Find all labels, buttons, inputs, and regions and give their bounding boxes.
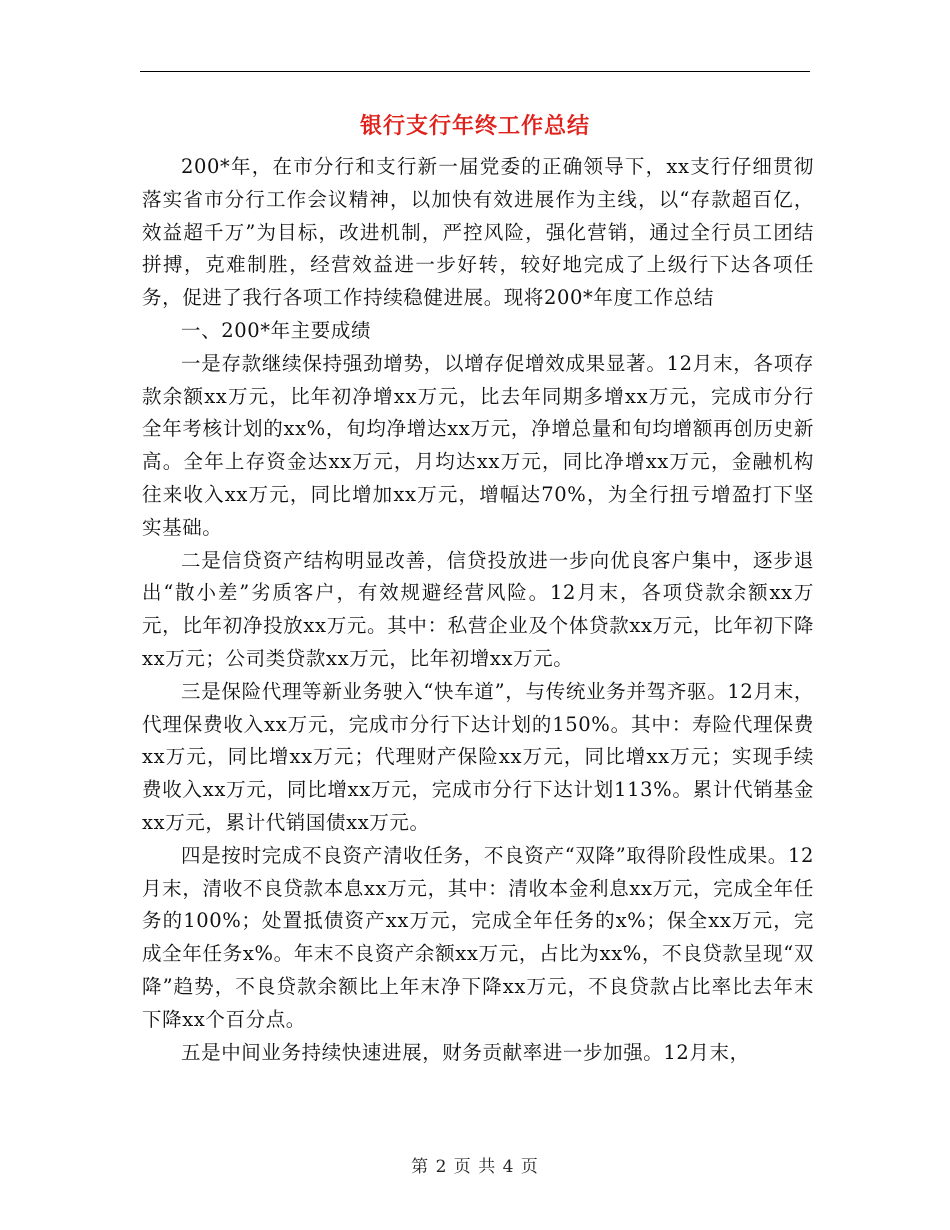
page-number: 第 2 页 共 4 页 — [411, 1157, 539, 1177]
paragraph-bad-assets: 四是按时完成不良资产清收任务，不良资产“双降”取得阶段性成果。12月末，清收不良贷款本息xx万元，其中：清收本金利息xx万元，完成全年任务的100%；处置抵债资产xx万元，完成全年任务的x%；保全xx万元，完成全年任务x%。年末不良资产余额xx万元，占比为xx%，不良贷款呈现“双降”趋势，不良贷款余额比上年末净下降xx万元，不良贷款占比率比去年末下降xx个百分点。 — [142, 843, 814, 1031]
header-rule — [140, 71, 810, 72]
document-title: 银行支行年终工作总结 — [359, 113, 590, 139]
document-body — [142, 151, 814, 1069]
paragraph-deposits: 一是存款继续保持强劲增势，以增存促增效成果显著。12月末，各项存款余额xx万元，比年初净增xx万元，比去年同期多增xx万元，完成市分行全年考核计划的xx%，旬均净增达xx万元，净增总量和旬均增额再创历史新高。全年上存资金达xx万元，月均达xx万元，同比净增xx万元，金融机构往来收入xx万元，同比增加xx万元，增幅达70%，为全行扭亏增盈打下坚实基础。 — [142, 351, 814, 539]
paragraph-intermediate: 五是中间业务持续快速进展，财务贡献率进一步加强。12月末， — [181, 1040, 750, 1064]
paragraph-intro: 200*年，在市分行和支行新一届党委的正确领导下，xx支行仔细贯彻落实省市分行工作会议精神，以加快有效进展作为主线，以“存款超百亿，效益超千万”为目标，改进机制，严控风险，强化营销，通过全行员工团结拼搏，克难制胜，经营效益进一步好转，较好地完成了上级行下达各项任务，促进了我行各项工作持续稳健进展。现将200*年度工作总结 — [142, 155, 814, 310]
section-heading: 一、200*年主要成绩 — [181, 318, 372, 342]
paragraph-credit: 二是信贷资产结构明显改善，信贷投放进一步向优良客户集中，逐步退出“散小差”劣质客户，有效规避经营风险。12月末，各项贷款余额xx万元，比年初净投放xx万元。其中：私营企业及个体贷款xx万元，比年初下降xx万元；公司类贷款xx万元，比年初增xx万元。 — [142, 548, 814, 670]
paragraph-insurance: 三是保险代理等新业务驶入“快车道”，与传统业务并驾齐驱。12月末，代理保费收入xx万元，完成市分行下达计划的150%。其中：寿险代理保费xx万元，同比增xx万元；代理财产保险xx万元，同比增xx万元；实现手续费收入xx万元，同比增xx万元，完成市分行下达计划113%。累计代销基金xx万元，累计代销国债xx万元。 — [142, 679, 814, 834]
